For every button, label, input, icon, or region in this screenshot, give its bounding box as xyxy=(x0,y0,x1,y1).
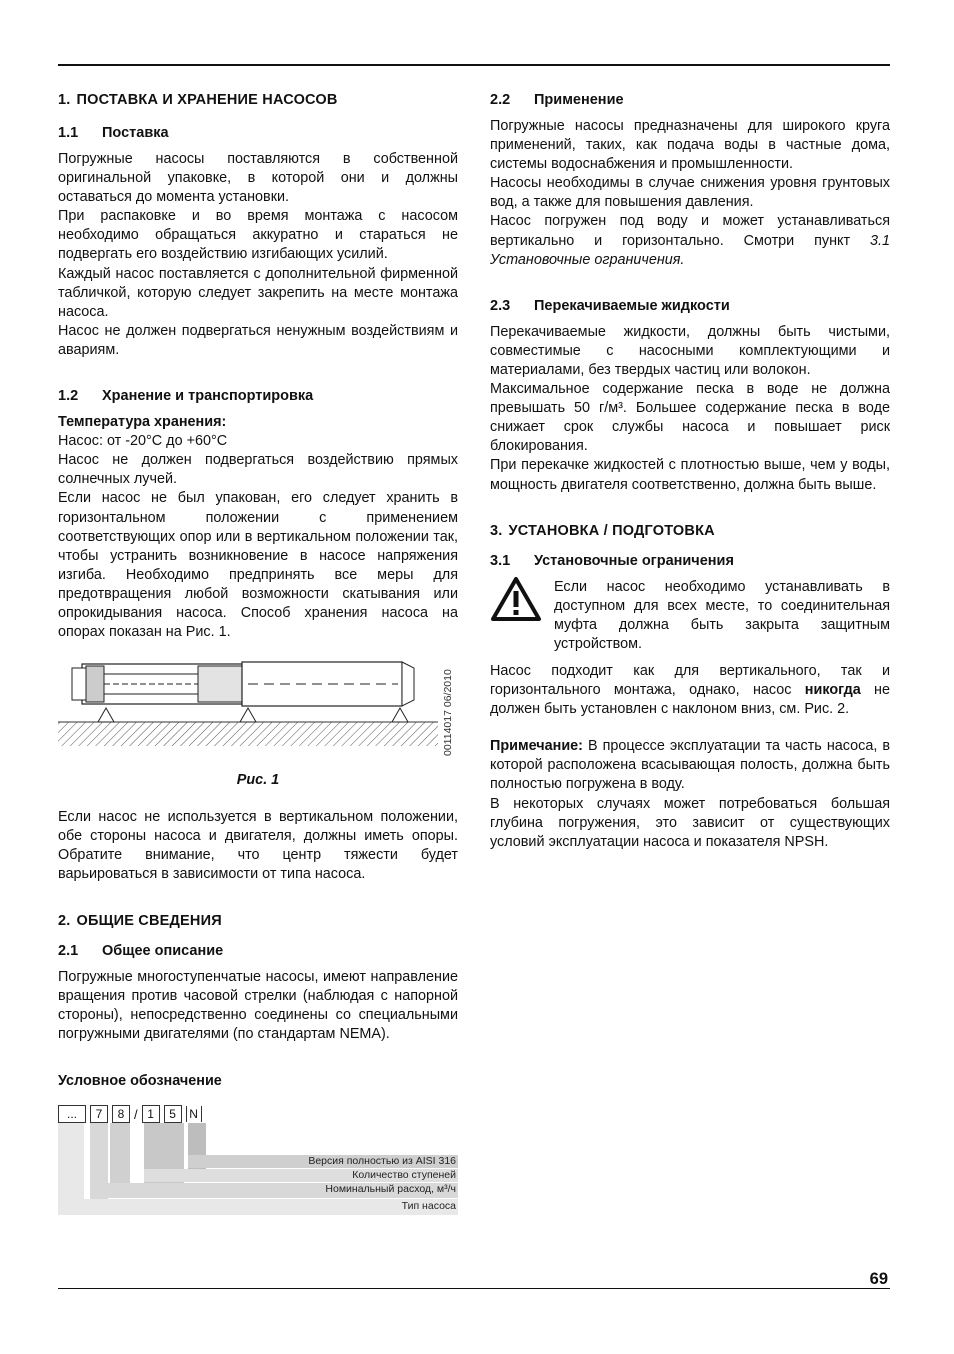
legend-pump-type: Тип насоса xyxy=(401,1200,456,1212)
pump-drawing xyxy=(58,656,438,761)
code-separator: / xyxy=(134,1106,138,1122)
legend-stages: Количество ступеней xyxy=(352,1169,456,1181)
paragraph: Насос погружен под воду и может устанавливаться вертикально и горизонтально. Смотри пункт 3.1 Установочные ограничения. xyxy=(490,213,890,268)
paragraph: Если насос не используется в вертикальном положении, обе стороны насоса и двигателя, должны иметь опоры. Обратите внимание, что центр тяжести будет варьироваться в зависимости от типа насоса. xyxy=(58,809,458,883)
section-2-2-heading: 2.2 Применение xyxy=(490,92,624,108)
note-label: Примечание: xyxy=(490,738,583,755)
page-number: 69 xyxy=(869,1270,888,1288)
code-box-stages-2: 5 xyxy=(164,1105,182,1123)
figure-1-caption: Рис. 1 xyxy=(236,772,280,789)
type-designation-title: Условное обозначение xyxy=(58,1072,222,1089)
legend-version: Версия полностью из AISI 316 xyxy=(308,1155,456,1167)
section-2-heading: 2. ОБЩИЕ СВЕДЕНИЯ xyxy=(58,912,222,929)
code-box-version: N xyxy=(186,1106,202,1122)
storage-temp-label: Температура хранения: xyxy=(58,414,227,431)
emphasis-never: никогда xyxy=(804,682,861,699)
section-2-1-heading: 2.1 Общее описание xyxy=(58,942,224,959)
section-2-3-heading: 2.3 Перекачиваемые жидкости xyxy=(490,297,730,314)
paragraph: При распаковке и во время монтажа с насосом необходимо обращаться аккуратно и стараться не подвергать его воздействию изгибающих усилий. xyxy=(58,208,458,263)
code-box-flow-1: 7 xyxy=(90,1105,108,1123)
paragraph: Погружные насосы предназначены для широкого круга применений, таких, как подача воды в частные дома, системы водоснабжения и промышленности. xyxy=(490,118,890,173)
left-column xyxy=(58,92,458,1215)
paragraph: При перекачке жидкостей с плотностью выше, чем у воды, мощность двигателя соответственно, должна быть выше. xyxy=(490,457,890,493)
code-box-flow-2: 8 xyxy=(112,1105,130,1123)
storage-temp-value: Насос: от -20°C до +60°C xyxy=(58,433,228,450)
type-code-legend xyxy=(58,1123,458,1215)
type-code-boxes xyxy=(58,1105,458,1123)
paragraph: Насосы необходимы в случае снижения уровня грунтовых вод, а также для повышения давления. xyxy=(490,175,890,211)
paragraph: Перекачиваемые жидкости, должны быть чистыми, совместимые с насосными комплектующими и материалами, без твердых частиц или волокон. xyxy=(490,323,890,378)
paragraph: Максимальное содержание песка в воде не должна превышать 50 г/м³. Большее содержание песка в воде снижает срок службы насоса и повышает риск блокирования. xyxy=(490,381,890,455)
figure-code: 00114017 06/2010 xyxy=(442,669,454,757)
paragraph: Насос не должен подвергаться воздействию прямых солнечных лучей. xyxy=(58,452,458,488)
section-1-1-heading: 1.1 Поставка xyxy=(58,125,169,141)
paragraph: Каждый насос поставляется с дополнительной фирменной табличкой, которую следует закрепить на месте монтажа насоса. xyxy=(58,265,458,320)
paragraph: В некоторых случаях может потребоваться большая глубина погружения, это зависит от существующих условий эксплуатации насоса и показателя NPSH. xyxy=(490,795,890,850)
section-1-2-heading: 1.2 Хранение и транспортировка xyxy=(58,388,314,405)
section-3-heading: 3. УСТАНОВКА / ПОДГОТОВКА xyxy=(490,522,715,539)
legend-flow: Номинальный расход, м³/ч xyxy=(325,1183,456,1195)
note-paragraph: Примечание: В процессе эксплуатации та часть насоса, в которой расположена всасывающая полость, должна быть полностью погружена в воду. xyxy=(490,738,890,793)
figure-1-pump-on-supports xyxy=(58,656,458,766)
paragraph: Погружные многоступенчатые насосы, имеют направление вращения против часовой стрелки (наблюдая с напорной стороны), непосредственно соединены со специальными погружными двигателями (по стандартам NEMA). xyxy=(58,968,458,1042)
warning-triangle-icon xyxy=(490,576,542,622)
paragraph: Насос не должен подвергаться ненужным воздействиям и авариям. xyxy=(58,322,458,358)
paragraph: Погружные насосы поставляются в собственной оригинальной упаковке, в которой они и должны оставаться до момента установки. xyxy=(58,151,458,206)
paragraph: Если насос не был упакован, его следует хранить в горизонтальном положении с применением соответствующих опор или в вертикальном положении так, чтобы устранить возникновение в насосе напряжения изгиба. Необходимо предпринять все меры для предотвращения любой возможности скатывания или опрокидывания насоса. Способ хранения насоса на опорах показан на Рис. 1. xyxy=(58,490,458,641)
section-3-1-heading: 3.1 Установочные ограничения xyxy=(490,552,734,569)
code-box-type: ... xyxy=(58,1105,86,1123)
paragraph: Насос подходит как для вертикального, так и горизонтального монтажа, однако, насос никогда не должен быть установлен с наклоном вниз, см. Рис. 2. xyxy=(490,662,890,718)
warning-text: Если насос необходимо устанавливать в доступном для всех месте, то соединительная муфта должна быть закрыта защитным устройством. xyxy=(554,578,890,652)
warning-block xyxy=(490,578,890,654)
cross-reference: 3.1 Установочные ограничения. xyxy=(490,232,890,268)
right-column xyxy=(490,92,890,852)
code-box-stages-1: 1 xyxy=(142,1105,160,1123)
bottom-rule xyxy=(58,1288,890,1289)
top-rule xyxy=(58,64,890,66)
section-1-heading: 1. ПОСТАВКА И ХРАНЕНИЕ НАСОСОВ xyxy=(58,92,338,108)
